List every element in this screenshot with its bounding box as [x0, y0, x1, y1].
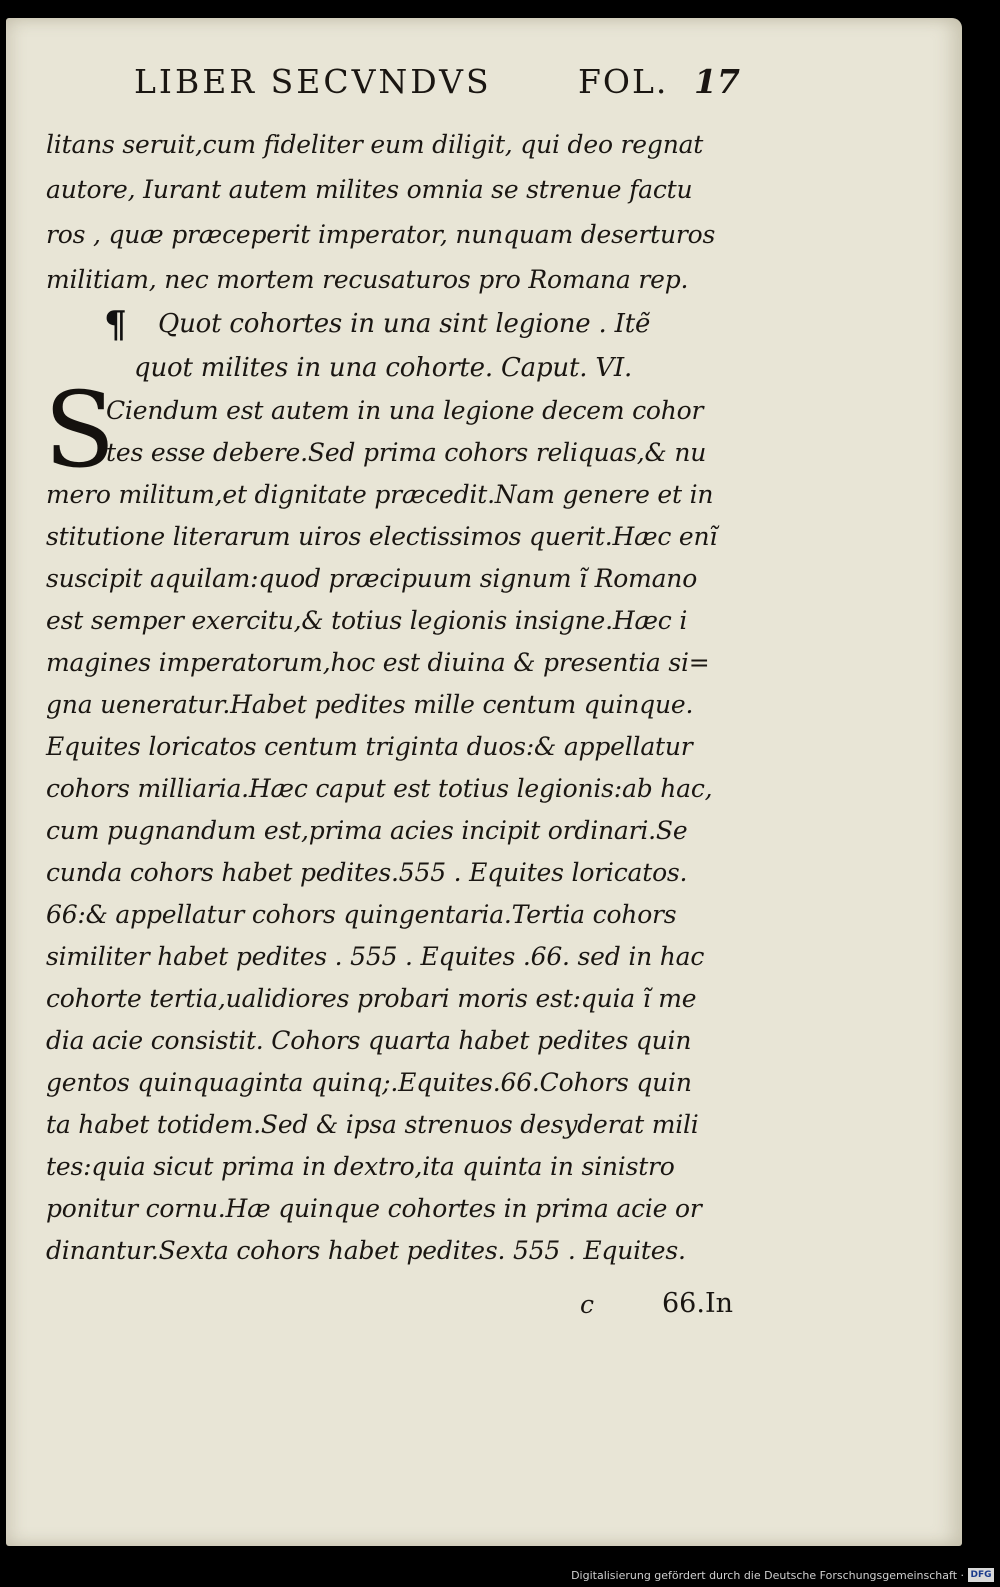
text-line: militiam, nec mortem recusaturos pro Romana rep.: [46, 265, 689, 294]
digitization-credit: [571, 1566, 994, 1584]
text-line: autore, Iurant autem milites omnia se strenue factu: [46, 175, 693, 204]
text-line: Equites loricatos centum triginta duos:& appellatur: [46, 732, 693, 761]
text-line: suscipit aquilam:quod præcipuum signum ĩ Romano: [46, 564, 698, 593]
paragraph-mark-icon: ¶: [104, 304, 127, 346]
text-line: cohors milliaria.Hæc caput est totius legionis:ab hac,: [46, 774, 713, 803]
catchword: 66.In: [662, 1288, 733, 1319]
text-line: Ciendum est autem in una legione decem cohor: [106, 396, 704, 425]
text-line: gentos quinquaginta quinq;.Equites.66.Cohors quin: [46, 1068, 692, 1097]
text-line: tes esse debere.Sed prima cohors reliquas,& nu: [106, 438, 707, 467]
text-line: stitutione literarum uiros electissimos querit.Hæc enĩ: [46, 522, 718, 551]
text-line: dia acie consistit. Cohors quarta habet pedites quin: [46, 1026, 692, 1055]
text-line: ponitur cornu.Hæ quinque cohortes in prima acie or: [46, 1194, 702, 1223]
dfg-logo-icon: DFG: [968, 1568, 994, 1582]
running-head-title: LIBER SECVNDVS: [134, 62, 492, 101]
folio-number: 17: [694, 62, 740, 101]
text-line: ta habet totidem.Sed & ipsa strenuos desyderat mili: [46, 1110, 699, 1139]
running-head-fol: FOL.: [578, 62, 669, 101]
text-line: magines imperatorum,hoc est diuina & presentia si=: [46, 648, 710, 677]
text-line: tes:quia sicut prima in dextro,ita quinta in sinistro: [46, 1152, 675, 1181]
text-line: cum pugnandum est,prima acies incipit ordinari.Se: [46, 816, 688, 845]
running-head: [134, 62, 740, 106]
text-line: dinantur.Sexta cohors habet pedites. 555 . Equites.: [46, 1236, 686, 1265]
text-line: cohorte tertia,ualidiores probari moris est:quia ĩ me: [46, 984, 697, 1013]
drop-cap: S: [44, 369, 116, 491]
text-line: ros , quæ præceperit imperator, nunquam deserturos: [46, 220, 716, 249]
text-line: est semper exercitu,& totius legionis insigne.Hæc i: [46, 606, 688, 635]
text-line: mero militum,et dignitate præcedit.Nam genere et in: [46, 480, 714, 509]
text-line: cunda cohors habet pedites.555 . Equites loricatos.: [46, 858, 688, 887]
signature-mark: c: [580, 1290, 595, 1319]
chapter-heading: quot milites in una cohorte. Caput. VI.: [134, 353, 633, 383]
chapter-heading: Quot cohortes in una sint legione . Itẽ: [158, 309, 651, 339]
text-line: 66:& appellatur cohors quingentaria.Tertia cohors: [46, 900, 677, 929]
text-line: litans seruit,cum fideliter eum diligit, qui deo regnat: [46, 130, 704, 159]
text-line: similiter habet pedites . 555 . Equites .66. sed in hac: [46, 942, 705, 971]
credit-text: Digitalisierung gefördert durch die Deutsche Forschungsgemeinschaft ·: [571, 1568, 964, 1582]
text-line: gna ueneratur.Habet pedites mille centum quinque.: [46, 690, 694, 719]
